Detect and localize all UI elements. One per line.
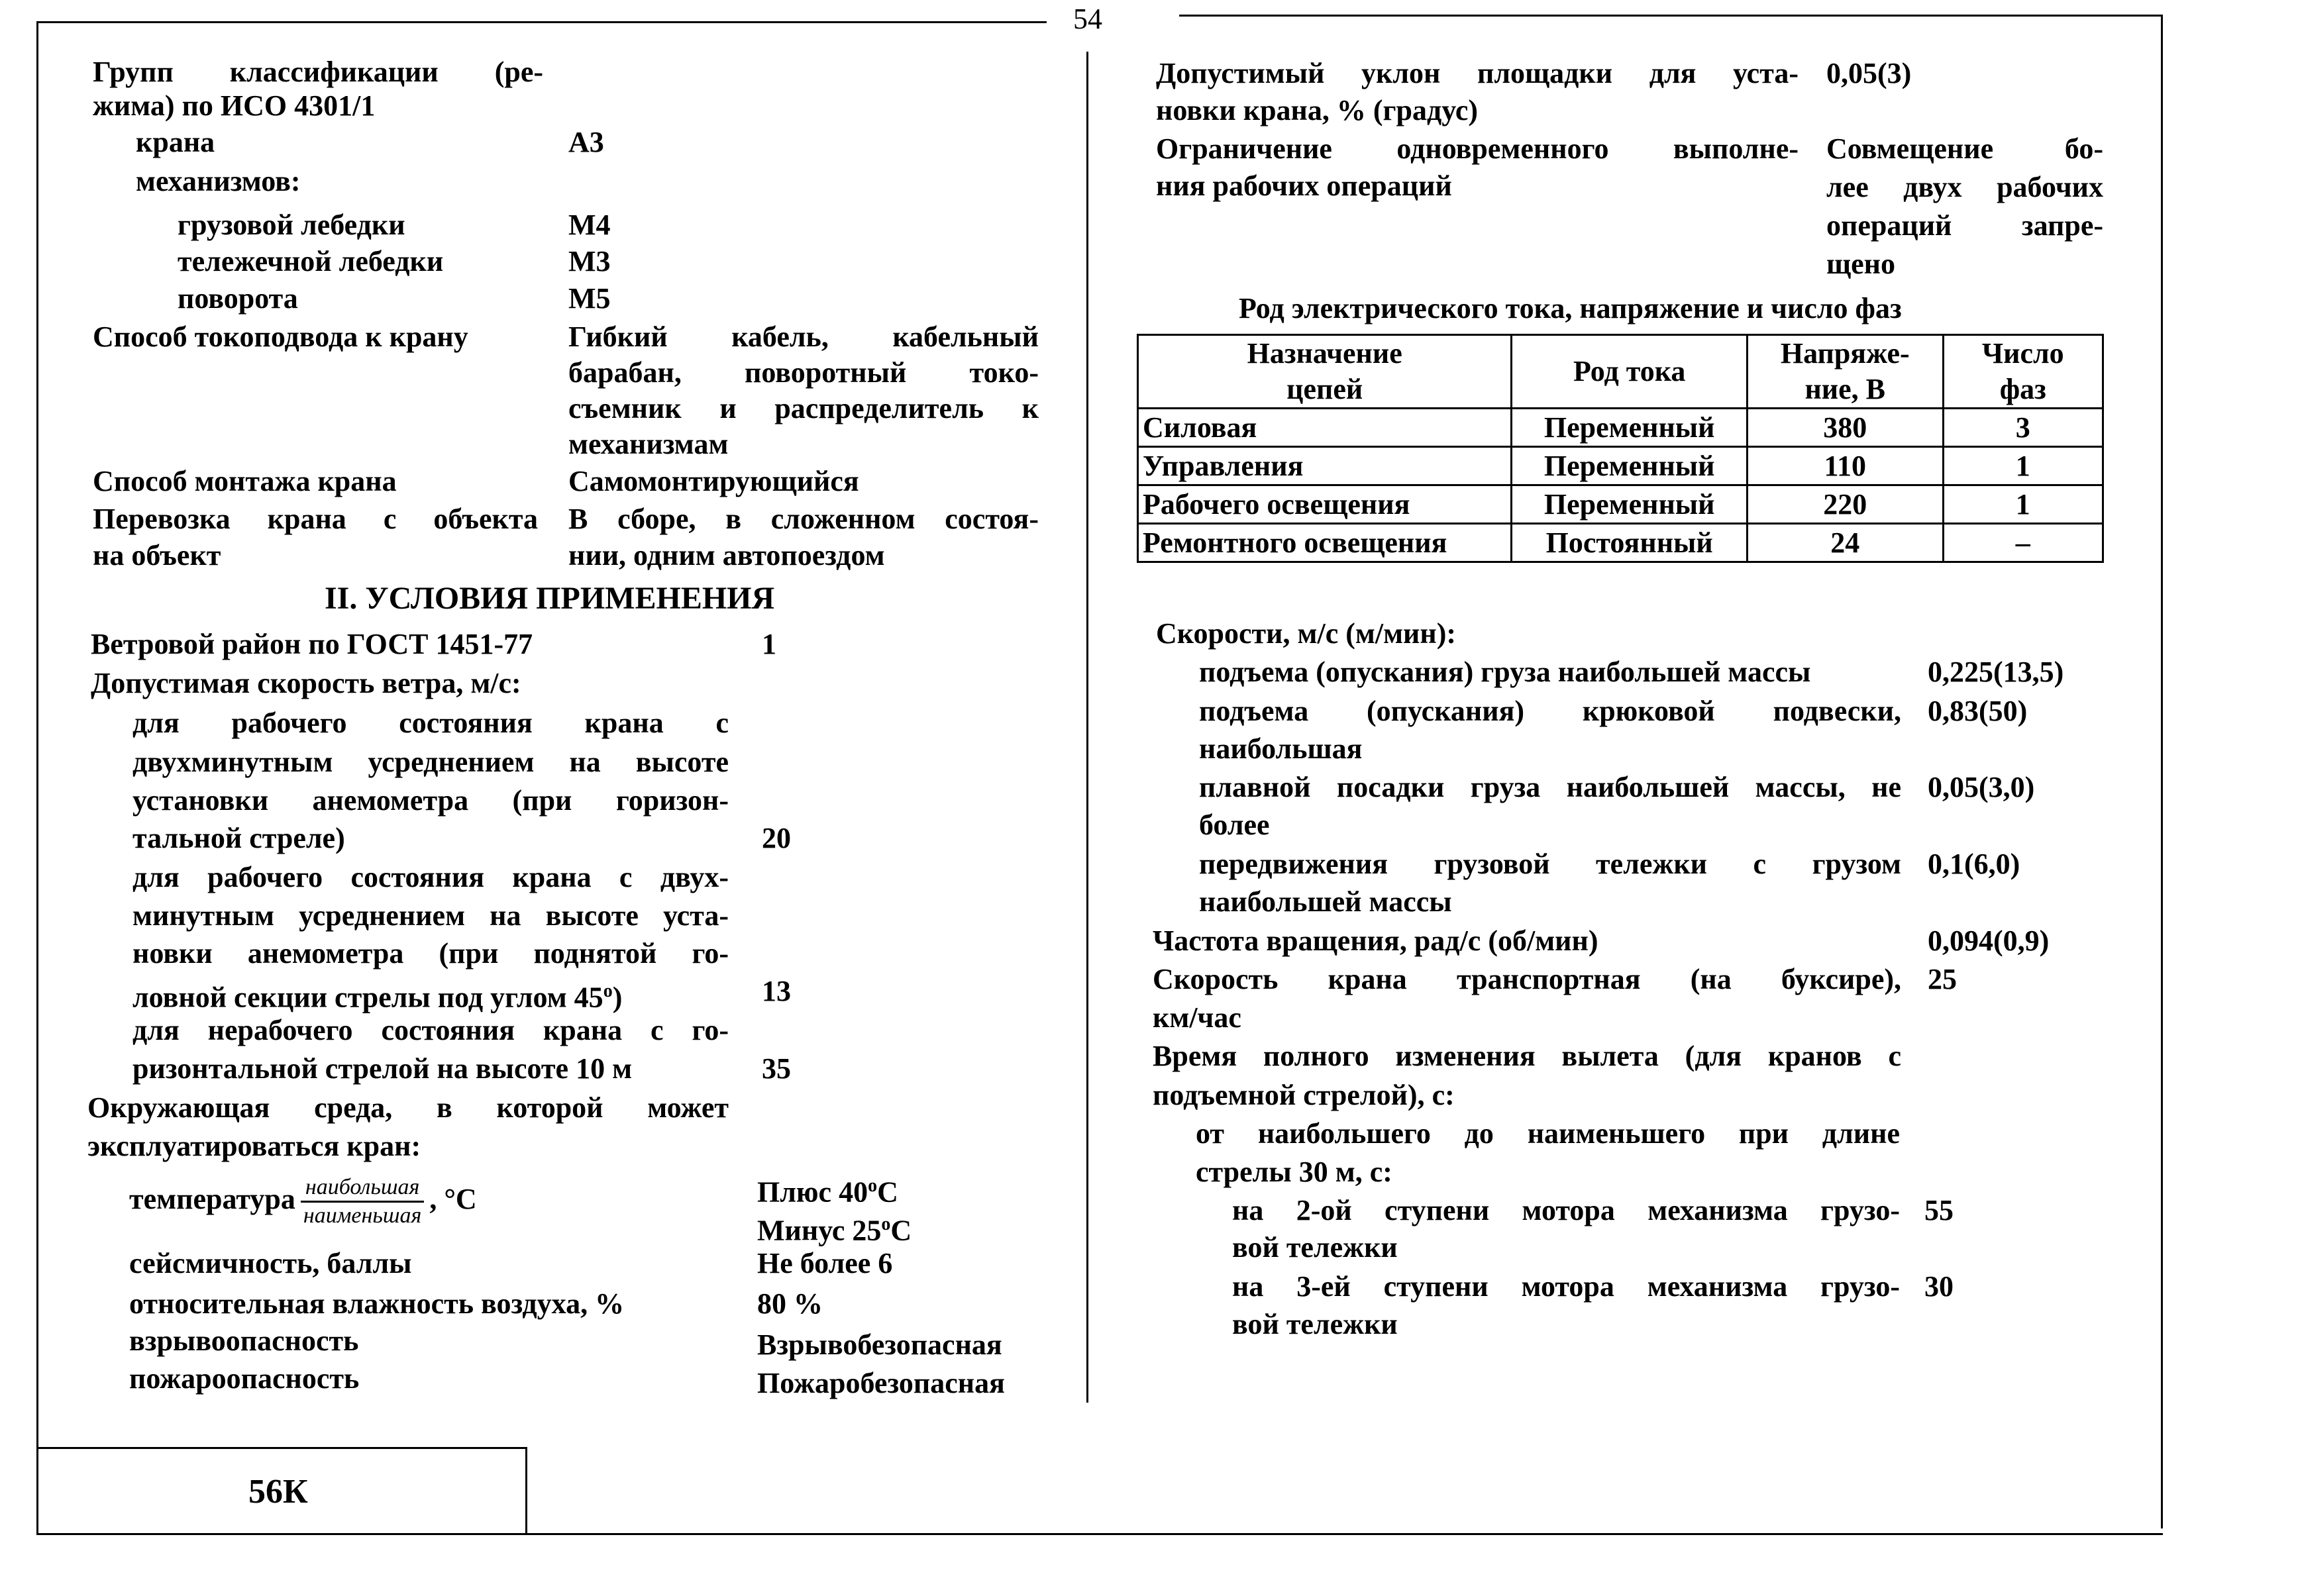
step2-label-l2: вой тележки [1232, 1231, 1398, 1264]
landing-label-l1: плавной посадки груза наибольшей массы, не [1199, 771, 1901, 803]
frame-right [2161, 15, 2163, 1528]
wind-nonwork-l1: для нерабочего состояния крана с го- [132, 1014, 729, 1046]
section-title: II. УСЛОВИЯ ПРИМЕНЕНИЯ [325, 581, 775, 616]
header-purpose: Назначение цепей [1138, 335, 1512, 409]
trolley-value: 0,1(6,0) [1928, 848, 2020, 880]
classification-heading-l1: Групп классификации (ре- [93, 56, 543, 88]
step3-label-l2: вой тележки [1232, 1308, 1398, 1340]
stamp-box-right [525, 1447, 527, 1534]
power-supply-value-l2: барабан, поворотный токо- [568, 356, 1039, 389]
slewing-value: М5 [568, 282, 611, 315]
transport-value-l2: нии, одним автопоездом [568, 539, 885, 572]
current-table-title: Род электрического тока, напряжение и число фаз [1239, 292, 1902, 324]
temperature-fraction: $\frac{\text{наибольшая}}{\text{наименьшая}}$ [301, 1174, 424, 1229]
cell-voltage: 24 [1747, 524, 1943, 562]
transport-label-l1: Перевозка крана с объекта [93, 503, 538, 535]
header-current: Род тока [1512, 335, 1748, 409]
rotation-value: 0,094(0,9) [1928, 924, 2050, 957]
step3-label-l1: на 3-ей ступени мотора механизма грузо- [1232, 1270, 1900, 1303]
cell-current: Постоянный [1512, 524, 1748, 562]
cell-purpose: Силовая [1138, 409, 1512, 447]
transport-speed-label-l1: Скорость крана транспортная (на буксире), [1153, 963, 1901, 995]
trolley-winch-value: М3 [568, 245, 611, 277]
speeds-heading: Скорости, м/с (м/мин): [1156, 617, 1457, 650]
wind-work-horizontal-value: 20 [762, 822, 791, 854]
fire-label: пожароопасность [129, 1362, 360, 1395]
cell-current: Переменный [1512, 447, 1748, 485]
lift-max-value: 0,225(13,5) [1928, 656, 2064, 688]
wind-region-value: 1 [762, 628, 776, 660]
temperature-min: Минус $25^оС$ [757, 1214, 912, 1247]
power-supply-value-l1: Гибкий кабель, кабельный [568, 321, 1039, 353]
explosion-label: взрывоопасность [129, 1324, 359, 1357]
frame-top-right [1179, 15, 2163, 17]
wind-work-horizontal-l2: двухминутным усреднением на высоте [132, 746, 729, 778]
header-phases: Число фаз [1943, 335, 2103, 409]
limitation-value-l2: лее двух рабочих [1826, 171, 2103, 203]
cell-current: Переменный [1512, 409, 1748, 447]
wind-region-label: Ветровой район по ГОСТ 1451-77 [91, 628, 533, 660]
step2-value: 55 [1924, 1194, 1954, 1226]
column-divider [1086, 52, 1088, 1403]
limitation-value-l3: операций запре- [1826, 209, 2103, 242]
wind-speed-heading: Допустимая скорость ветра, м/с: [91, 667, 521, 699]
cell-purpose: Рабочего освещения [1138, 485, 1512, 524]
table-row [1138, 485, 2103, 524]
cell-voltage: 110 [1747, 447, 1943, 485]
crane-class-value: А3 [568, 126, 604, 158]
reach-time-label-l1: Время полного изменения вылета (для кранов с [1153, 1040, 1901, 1072]
mounting-value: Самомонтирующийся [568, 465, 859, 497]
current-table [1137, 334, 2104, 563]
stamp-box-top [36, 1447, 527, 1449]
wind-work-raised-l2: минутным усреднением на высоте уста- [132, 899, 729, 932]
wind-work-raised-l1: для рабочего состояния крана с двух- [132, 861, 729, 893]
frame-left [36, 21, 38, 1535]
temperature-label: температура $\frac{\text{наибольшая}}{\text{наименьшая}}$ , °С [129, 1175, 477, 1228]
frame-bottom [36, 1533, 2163, 1535]
seismic-value: Не более 6 [757, 1247, 893, 1279]
slope-label-l2: новки крана, % (градус) [1156, 94, 1479, 126]
power-supply-value-l3: съемник и распределитель к [568, 392, 1039, 424]
cell-purpose: Управления [1138, 447, 1512, 485]
environment-heading-l2: эксплуатироваться кран: [87, 1130, 421, 1162]
wind-work-raised-l4: ловной секции стрелы под углом $45^о$) [132, 981, 623, 1014]
table-header-row [1138, 335, 2103, 409]
trolley-label-l2: наибольшей массы [1199, 885, 1452, 918]
trolley-winch-label: тележечной лебедки [178, 245, 444, 277]
humidity-value: 80 % [757, 1287, 823, 1320]
fire-value: Пожаробезопасная [757, 1367, 1005, 1399]
power-supply-value-l4: механизмам [568, 428, 729, 460]
reach-time-sub-l2: стрелы 30 м, с: [1196, 1156, 1392, 1188]
wind-work-horizontal-l3: установки анемометра (при горизон- [132, 784, 729, 817]
wind-nonwork-value: 35 [762, 1052, 791, 1085]
cell-current: Переменный [1512, 485, 1748, 524]
cell-phases: 3 [1943, 409, 2103, 447]
seismic-label: сейсмичность, баллы [129, 1247, 412, 1279]
reach-time-label-l2: подъемной стрелой), с: [1153, 1079, 1455, 1111]
wind-work-horizontal-l4: тальной стреле) [132, 822, 345, 854]
rotation-label: Частота вращения, рад/с (об/мин) [1153, 924, 1598, 957]
trolley-label-l1: передвижения грузовой тележки с грузом [1199, 848, 1901, 880]
transport-label-l2: на объект [93, 539, 221, 572]
landing-label-l2: более [1199, 809, 1270, 841]
hook-label-l1: подъема (опускания) крюковой подвески, [1199, 695, 1901, 727]
step2-label-l1: на 2-ой ступени мотора механизма грузо- [1232, 1194, 1900, 1226]
cell-voltage: 220 [1747, 485, 1943, 524]
header-voltage: Напряже- ние, В [1747, 335, 1943, 409]
mounting-label: Способ монтажа крана [93, 465, 397, 497]
reach-time-sub-l1: от наибольшего до наименьшего при длине [1196, 1117, 1900, 1150]
wind-nonwork-l2: ризонтальной стрелой на высоте 10 м [132, 1052, 633, 1085]
limitation-label-l1: Ограничение одновременного выполне- [1156, 132, 1799, 165]
limitation-value-l4: щено [1826, 248, 1896, 280]
table-row [1138, 409, 2103, 447]
frame-top-left [36, 21, 1047, 23]
cell-phases: 1 [1943, 485, 2103, 524]
step3-value: 30 [1924, 1270, 1954, 1303]
slope-label-l1: Допустимый уклон площадки для уста- [1156, 57, 1799, 89]
landing-value: 0,05(3,0) [1928, 771, 2035, 803]
lift-max-label: подъема (опускания) груза наибольшей массы [1199, 656, 1811, 688]
environment-heading-l1: Окружающая среда, в которой может [87, 1091, 729, 1124]
cargo-winch-label: грузовой лебедки [178, 209, 405, 241]
wind-work-raised-l3: новки анемометра (при поднятой го- [132, 937, 729, 970]
transport-speed-label-l2: км/час [1153, 1001, 1241, 1034]
limitation-value-l1: Совмещение бо- [1826, 132, 2103, 165]
crane-class-label: крана [136, 126, 215, 158]
cell-phases: – [1943, 524, 2103, 562]
limitation-label-l2: ния рабочих операций [1156, 170, 1452, 202]
page-number: 54 [1073, 3, 1102, 35]
hook-label-l2: наибольшая [1199, 732, 1363, 765]
slewing-label: поворота [178, 282, 298, 315]
power-supply-label: Способ токоподвода к крану [93, 321, 468, 353]
wind-work-horizontal-l1: для рабочего состояния крана с [132, 707, 729, 739]
classification-heading-l2: жима) по ИСО 4301/1 [93, 89, 376, 122]
slope-value: 0,05(3) [1826, 57, 1912, 89]
hook-value: 0,83(50) [1928, 695, 2028, 727]
table-row [1138, 447, 2103, 485]
transport-value-l1: В сборе, в сложенном состоя- [568, 503, 1039, 535]
transport-speed-value: 25 [1928, 963, 1957, 995]
wind-work-raised-value: 13 [762, 975, 791, 1007]
table-row [1138, 524, 2103, 562]
mechanisms-label: механизмов: [136, 165, 301, 197]
footer-code: 56К [248, 1473, 308, 1511]
cell-phases: 1 [1943, 447, 2103, 485]
cell-voltage: 380 [1747, 409, 1943, 447]
cell-purpose: Ремонтного освещения [1138, 524, 1512, 562]
cargo-winch-value: М4 [568, 209, 611, 241]
humidity-label: относительная влажность воздуха, % [129, 1287, 625, 1320]
explosion-value: Взрывобезопасная [757, 1328, 1002, 1361]
temperature-max: Плюс $40^оС$ [757, 1175, 898, 1209]
